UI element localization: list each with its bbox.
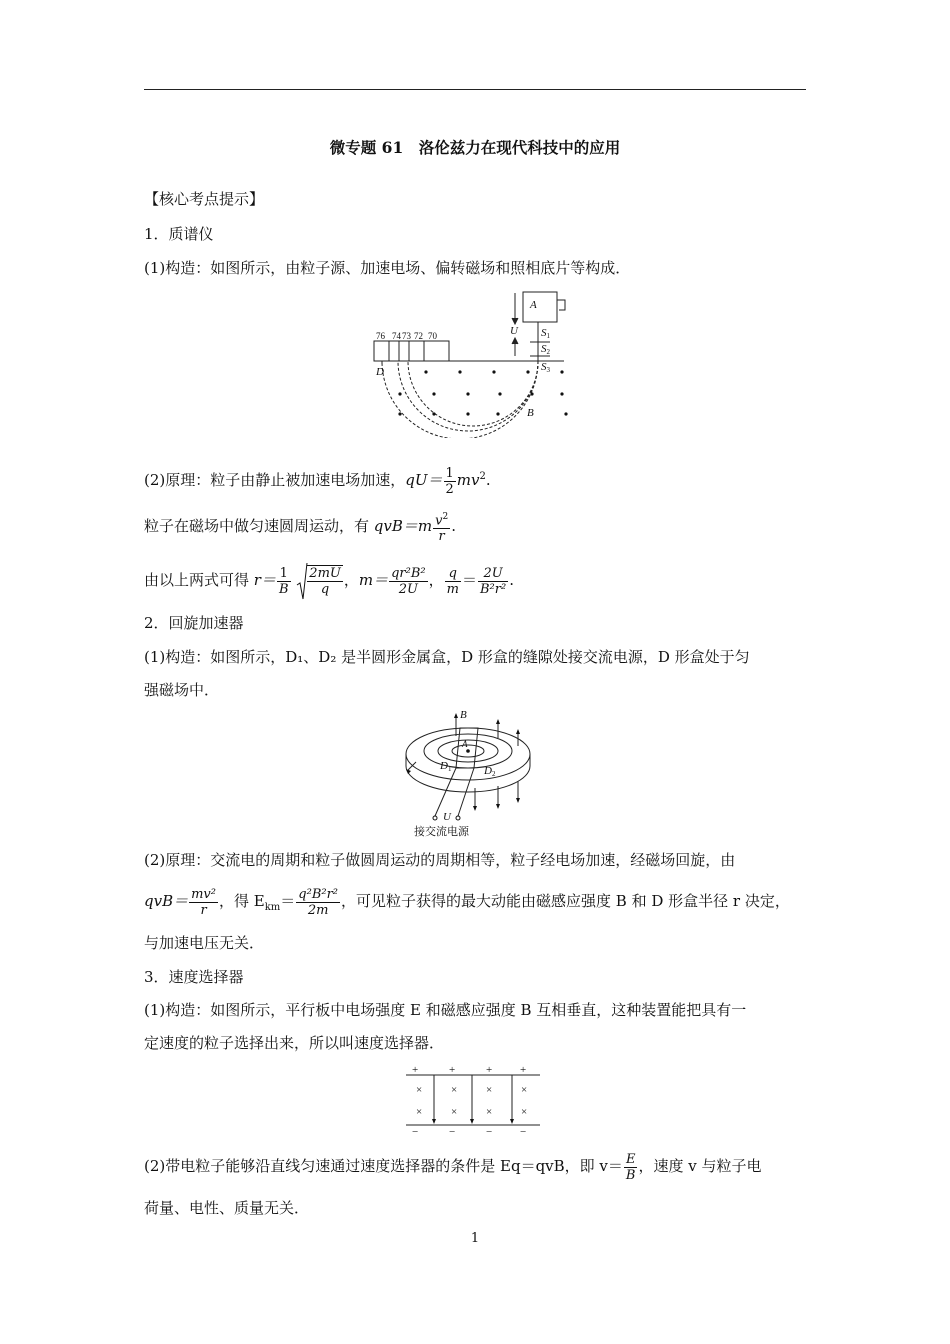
cross-sign: ×	[416, 1106, 423, 1118]
cross-sign: ×	[451, 1084, 458, 1096]
plus-sign: +	[520, 1064, 527, 1076]
minus-sign: −	[486, 1126, 493, 1135]
heading-cyclotron: 2．回旋加速器	[144, 614, 244, 632]
mass-label-73: 73	[402, 331, 411, 341]
cyclotron-caption: 接交流电源	[414, 826, 469, 838]
label-B: B	[527, 407, 534, 419]
page-number: 1	[470, 1231, 480, 1246]
selector-condition: (2)带电粒子能够沿直线匀速通过速度选择器的条件是 Eq＝qvB，即 v＝ $\frac{E}{B}$ ，速度 v 与粒子电	[144, 1151, 762, 1183]
cross-sign: ×	[521, 1084, 528, 1096]
cyclotron-construct-1: (1)构造：如图所示，D₁、D₂ 是半圆形金属盒，D 形盒的缝隙处接交流电源，D 形盒处于匀	[144, 648, 750, 666]
mass-spectrometer-figure	[370, 288, 580, 438]
cross-sign: ×	[521, 1106, 528, 1118]
label-B: B	[460, 709, 467, 721]
velocity-selector-figure	[404, 1063, 544, 1135]
plus-sign: +	[449, 1064, 456, 1076]
label-U: U	[443, 811, 451, 823]
plus-sign: +	[412, 1064, 419, 1076]
label-S3: S3	[541, 361, 550, 374]
mass-label-72: 72	[414, 331, 423, 341]
cyclotron-principle-2: qvB＝ $\frac{\text{mv²}}{r}$ ，得 $E_{km}=$ $\frac{\text{q²B²r²}}{2m}$ ，可见粒子获得的最大动能由磁感应强度 B 和 D 形盒半径 r 决定，	[144, 886, 790, 918]
label-S2: S2	[541, 343, 550, 356]
minus-sign: −	[520, 1126, 527, 1135]
label-A: A	[462, 739, 468, 749]
circular-motion-eq: 粒子在磁场中做匀速圆周运动，有 qvB＝m $\frac{v^2}{r}$ .	[144, 511, 456, 545]
mass-label-76: 76	[376, 331, 385, 341]
header-rule	[144, 89, 806, 90]
page-title: 微专题 61 洛伦兹力在现代科技中的应用	[329, 138, 621, 157]
label-U: U	[510, 325, 518, 337]
cross-sign: ×	[486, 1106, 493, 1118]
mass-label-74: 74	[392, 331, 401, 341]
plus-sign: +	[486, 1064, 493, 1076]
label-D2: D2	[484, 765, 496, 778]
cross-sign: ×	[486, 1084, 493, 1096]
label-D: D	[376, 366, 384, 378]
cyclotron-construct-2: 强磁场中．	[144, 681, 220, 699]
mass-label-70: 70	[428, 331, 437, 341]
heading-mass-spectrometer: 1．质谱仪	[144, 225, 214, 243]
mass-spec-construct: (1)构造：如图所示，由粒子源、加速电场、偏转磁场和照相底片等构成．	[144, 259, 631, 277]
selector-construct-2: 定速度的粒子选择出来，所以叫速度选择器．	[144, 1034, 445, 1052]
mass-spec-principle: (2)原理：粒子由静止被加速电场加速，qU＝ $\frac{1}{2}$ $mv^2$.	[144, 465, 491, 497]
label-S1: S1	[541, 327, 550, 340]
cross-sign: ×	[451, 1106, 458, 1118]
cyclotron-principle-1: (2)原理：交流电的周期和粒子做圆周运动的周期相等，粒子经电场加速，经磁场回旋，由	[144, 851, 736, 869]
label-A: A	[530, 299, 537, 311]
label-D1: D1	[440, 760, 452, 773]
minus-sign: −	[449, 1126, 456, 1135]
selector-condition-2: 荷量、电性、质量无关．	[144, 1199, 310, 1217]
heading-velocity-selector: 3．速度选择器	[144, 968, 244, 986]
cyclotron-figure	[400, 706, 550, 841]
selector-construct-1: (1)构造：如图所示，平行板中电场强度 E 和磁感应强度 B 互相垂直，这种装置能把具有一	[144, 1001, 747, 1019]
cross-sign: ×	[416, 1084, 423, 1096]
minus-sign: −	[412, 1126, 419, 1135]
cyclotron-principle-3: 与加速电压无关．	[144, 934, 265, 952]
section-header: 【核心考点提示】	[144, 190, 265, 208]
derived-formulas: 由以上两式可得 r＝ $\frac{1}{B}$ $\frac{2mU}{q}$ ，m＝ $\frac{\text{qr²B²}}{2U}$ ， $\frac{q}{m}$ ＝ $\frac{2U}{\text{B²r²}}$ .	[144, 556, 514, 604]
